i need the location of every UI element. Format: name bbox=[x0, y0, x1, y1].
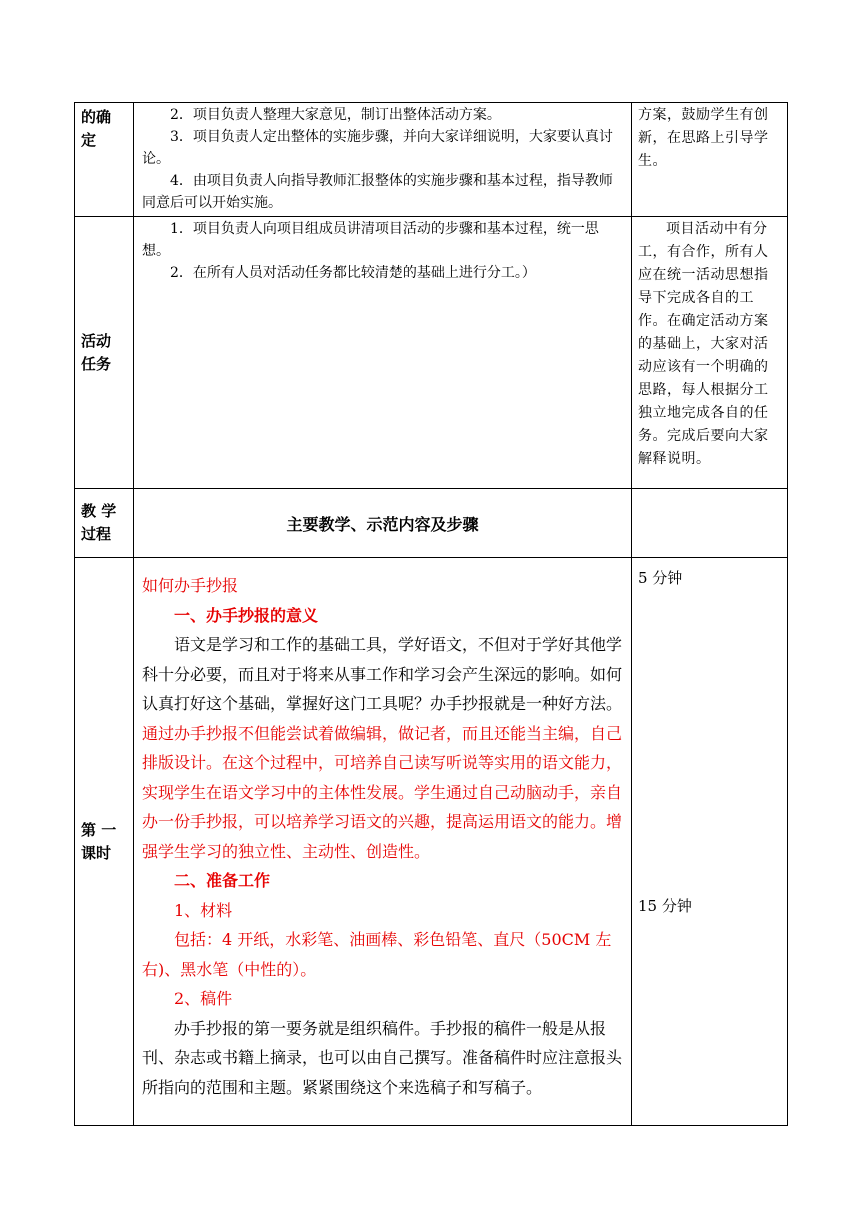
row-label-lesson1: 第 一 课时 bbox=[75, 558, 134, 1126]
table-row-task bbox=[75, 217, 788, 489]
lesson-plan-table bbox=[74, 102, 788, 1126]
process-heading: 主要教学、示范内容及步骤 bbox=[134, 489, 632, 558]
section1-title: 一、办手抄报的意义 bbox=[174, 605, 319, 625]
confirm-step: 3．项目负责人定出整体的实施步骤，并向大家详细说明，大家要认真讨论。 bbox=[142, 129, 613, 167]
section1-text: 语文是学习和工作的基础工具，学好语文，不但对于学好其他学科十分必要，而且对于将来从事工作和学习会产生深远的影响。如何认真打好这个基础，掌握好这门工具呢？办手抄报就是一种好方法。 bbox=[142, 635, 623, 713]
lesson-title: 如何办手抄报 bbox=[142, 576, 239, 595]
time-label-1: 5 分钟 bbox=[638, 569, 683, 587]
sub2-title: 2、稿件 bbox=[174, 989, 233, 1008]
task-note: 项目活动中有分工，有合作，所有人应在统一活动思想指导下完成各自的工作。在确定活动方案的基础上，大家对活动应该有一个明确的思路，每人根据分工独立地完成各自的任务。完成后要向大家解释说明。 bbox=[632, 217, 788, 489]
table-row-process bbox=[75, 489, 788, 558]
row-label-process: 教 学 过程 bbox=[75, 489, 134, 558]
task-step: 1．项目负责人向项目组成员讲清项目活动的步骤和基本过程，统一思想。 bbox=[142, 221, 599, 259]
sub1-title: 1、材料 bbox=[174, 900, 233, 920]
time-cell bbox=[632, 558, 788, 1126]
section2-title: 二、准备工作 bbox=[174, 871, 271, 890]
confirm-step: 4．由项目负责人向指导教师汇报整体的实施步骤和基本过程，指导教师同意后可以开始实施。 bbox=[142, 173, 613, 211]
row-label-confirm: 的确 定 bbox=[75, 103, 134, 217]
confirm-note: 方案，鼓励学生有创新，在思路上引导学生。 bbox=[632, 103, 788, 217]
row-label-task: 活动 任务 bbox=[75, 217, 134, 489]
lesson1-content bbox=[134, 558, 632, 1126]
confirm-steps bbox=[134, 103, 632, 217]
section1-paragraph bbox=[142, 630, 623, 866]
process-empty-cell bbox=[632, 489, 788, 558]
time-label-2: 15 分钟 bbox=[638, 897, 692, 915]
section2-paragraph: 办手抄报的第一要务就是组织稿件。手抄报的稿件一般是从报刊、杂志或书籍上摘录，也可以由自己撰写。准备稿件时应注意报头所指向的范围和主题。紧紧围绕这个来选稿子和写稿子。 bbox=[142, 1018, 623, 1097]
table-row-lesson1 bbox=[75, 558, 788, 1126]
task-steps bbox=[134, 217, 632, 489]
section1-highlight: 通过办手抄报不但能尝试着做编辑，做记者，而且还能当主编，自己排版设计。在这个过程中，可培养自己读写听说等实用的语文能力，实现学生在语文学习中的主体性发展。学生通过自己动脑动手，亲自办一份手抄报，可以培养学习语文的兴趣，提高运用语文的能力。增强学生学习的独立性、主动性、创造性。 bbox=[142, 723, 623, 861]
materials-text: 包括：4 开纸，水彩笔、油画棒、彩色铅笔、直尺（50CM 左右)、黑水笔（中性的）。 bbox=[142, 930, 612, 979]
table-row-confirm bbox=[75, 103, 788, 217]
confirm-step: 2．项目负责人整理大家意见，制订出整体活动方案。 bbox=[170, 107, 501, 123]
task-step: 2．在所有人员对活动任务都比较清楚的基础上进行分工。） bbox=[170, 265, 536, 281]
